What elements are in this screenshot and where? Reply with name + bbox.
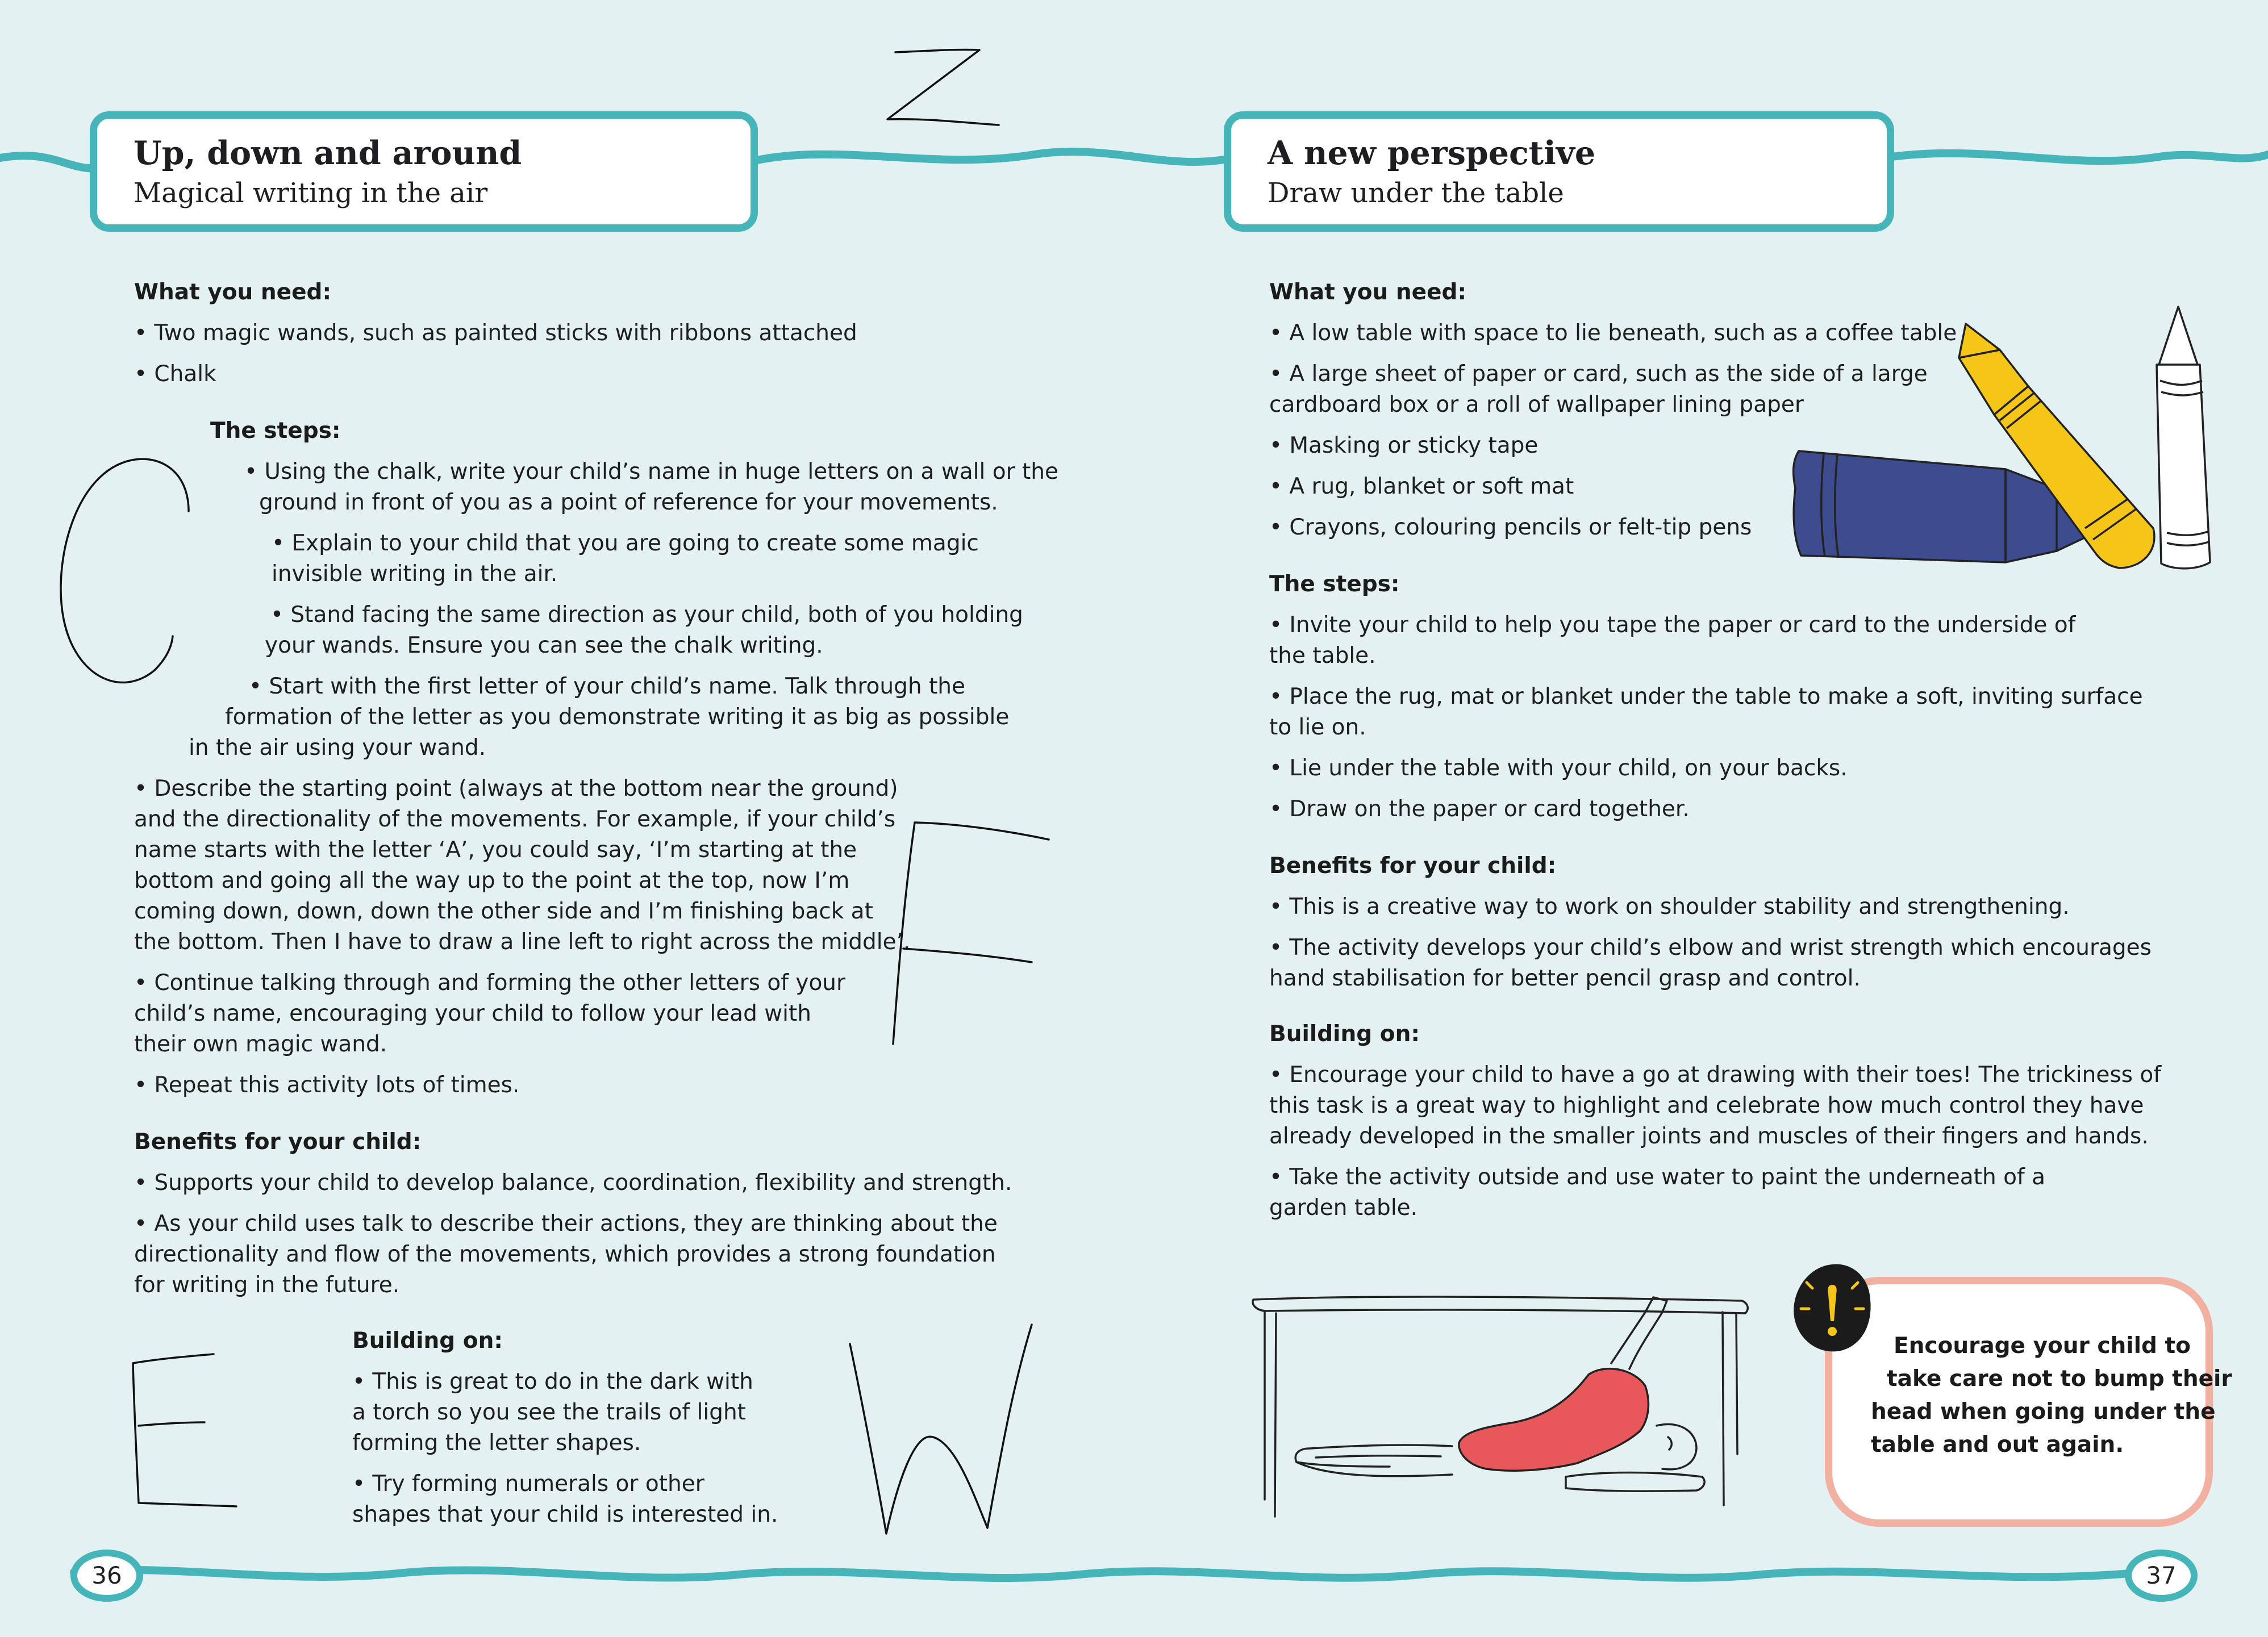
right-need-line: • Crayons, colouring pencils or felt-tip pens	[1269, 515, 1752, 540]
doodle-letter-f	[886, 812, 1057, 1051]
right-step-line: • Invite your child to help you tape the paper or card to the underside of	[1269, 612, 2076, 638]
callout-line: table and out again.	[1871, 1432, 2124, 1458]
right-step-line: • Place the rug, mat or blanket under the table to make a soft, inviting surface	[1269, 684, 2143, 709]
left-step-line: • Using the chalk, write your child’s name in huge letters on a wall or the	[244, 459, 1059, 485]
doodle-letter-e	[125, 1346, 250, 1517]
left-building-line: a torch so you see the trails of light	[352, 1400, 746, 1425]
left-step-line: bottom and going all the way up to the point at the top, now I’m	[134, 868, 850, 893]
right-page-title: A new perspective	[1268, 134, 1596, 172]
right-need-line: • A low table with space to lie beneath, such as a coffee table	[1269, 320, 1957, 346]
page-number-36: 36	[91, 1561, 122, 1589]
left-step-line: formation of the letter as you demonstrate writing it as big as possible	[225, 704, 1010, 730]
left-step-line: name starts with the letter ‘A’, you could say, ‘I’m starting at the	[134, 837, 857, 863]
crayons-illustration	[1790, 301, 2233, 579]
left-need-item: • Chalk	[134, 361, 216, 387]
left-building-line: shapes that your child is interested in.	[352, 1502, 778, 1527]
doodle-letter-c	[52, 449, 234, 699]
left-step-line: their own magic wand.	[134, 1032, 387, 1057]
doodle-letter-z	[875, 45, 1006, 131]
child-under-table-illustration	[1248, 1284, 1759, 1534]
left-need-item: • Two magic wands, such as painted sticks with ribbons attached	[134, 320, 857, 346]
right-need-line: • A large sheet of paper or card, such as the side of a large	[1269, 361, 1928, 387]
left-step-line: • Start with the first letter of your child’s name. Talk through the	[249, 674, 965, 699]
right-need-line: • Masking or sticky tape	[1269, 433, 1539, 458]
left-step-line: ground in front of you as a point of reference for your movements.	[259, 490, 998, 515]
left-page-title: Up, down and around	[134, 134, 522, 172]
right-building-line: garden table.	[1269, 1195, 1418, 1221]
left-step-line: in the air using your wand.	[189, 735, 486, 761]
right-building-line: already developed in the smaller joints and muscles of their fingers and hands.	[1269, 1124, 2149, 1149]
safety-callout	[1825, 1277, 2232, 1527]
callout-line: head when going under the	[1871, 1399, 2216, 1425]
left-header-box	[90, 111, 758, 232]
left-benefit-line: • Supports your child to develop balance, coordination, flexibility and strength.	[134, 1170, 1012, 1196]
warning-icon	[1790, 1260, 1875, 1356]
right-need-line: cardboard box or a roll of wallpaper lining paper	[1269, 392, 1804, 417]
left-step-line: child’s name, encouraging your child to follow your lead with	[134, 1001, 811, 1026]
right-benefit-line: • This is a creative way to work on shoulder stability and strengthening.	[1269, 894, 2070, 920]
left-step-line: and the directionality of the movements. For example, if your child’s	[134, 807, 896, 832]
child-shirt	[1459, 1369, 1649, 1471]
right-steps-heading: The steps:	[1269, 571, 1400, 597]
right-building-line: • Encourage your child to have a go at drawing with their toes! The trickiness of	[1269, 1062, 2161, 1088]
left-step-line: • Explain to your child that you are going to create some magic	[272, 531, 979, 556]
right-need-heading: What you need:	[1269, 279, 1467, 305]
left-step-line: • Continue talking through and forming the other letters of your	[134, 970, 846, 996]
doodle-letter-w	[841, 1318, 1045, 1545]
left-building-line: • This is great to do in the dark with	[352, 1369, 753, 1394]
left-step-line: invisible writing in the air.	[272, 561, 558, 587]
left-step-line: the bottom. Then I have to draw a line left to right across the middle’.	[134, 929, 911, 955]
page-number-37: 37	[2146, 1561, 2177, 1589]
right-step-line: the table.	[1269, 643, 1376, 669]
left-benefit-line: • As your child uses talk to describe their actions, they are thinking about the	[134, 1211, 998, 1237]
left-page-subtitle: Magical writing in the air	[134, 177, 488, 209]
left-building-heading: Building on:	[352, 1328, 503, 1354]
right-building-line: this task is a great way to highlight and celebrate how much control they have	[1269, 1093, 2144, 1118]
left-benefits-heading: Benefits for your child:	[134, 1129, 422, 1155]
left-benefit-line: for writing in the future.	[134, 1272, 400, 1298]
right-benefits-heading: Benefits for your child:	[1269, 853, 1557, 879]
right-step-line: • Lie under the table with your child, on your backs.	[1269, 755, 1848, 781]
left-step-line: • Stand facing the same direction as your child, both of you holding	[270, 602, 1023, 628]
right-step-line: to lie on.	[1269, 715, 1366, 740]
left-step-line: coming down, down, down the other side and I’m finishing back at	[134, 899, 873, 924]
left-benefit-line: directionality and flow of the movements, which provides a strong foundation	[134, 1242, 996, 1267]
callout-line: Encourage your child to	[1894, 1333, 2191, 1359]
right-need-line: • A rug, blanket or soft mat	[1269, 474, 1574, 499]
left-steps-heading: The steps:	[210, 418, 341, 444]
left-building-line: forming the letter shapes.	[352, 1430, 641, 1456]
right-header-box	[1224, 111, 1894, 232]
right-benefit-line: • The activity develops your child’s elbow and wrist strength which encourages	[1269, 935, 2152, 961]
left-step-line: your wands. Ensure you can see the chalk writing.	[265, 633, 823, 658]
left-need-heading: What you need:	[134, 279, 332, 305]
left-building-line: • Try forming numerals or other	[352, 1471, 704, 1497]
left-step-line: • Repeat this activity lots of times.	[134, 1072, 520, 1098]
white-crayon	[2157, 307, 2210, 569]
right-benefit-line: hand stabilisation for better pencil grasp and control.	[1269, 966, 1861, 991]
right-building-line: • Take the activity outside and use water to paint the underneath of a	[1269, 1164, 2045, 1190]
callout-line: take care not to bump their	[1887, 1366, 2232, 1392]
left-step-line: • Describe the starting point (always at the bottom near the ground)	[134, 776, 898, 801]
right-step-line: • Draw on the paper or card together.	[1269, 796, 1690, 822]
right-building-heading: Building on:	[1269, 1021, 1420, 1047]
right-page-subtitle: Draw under the table	[1268, 177, 1564, 209]
